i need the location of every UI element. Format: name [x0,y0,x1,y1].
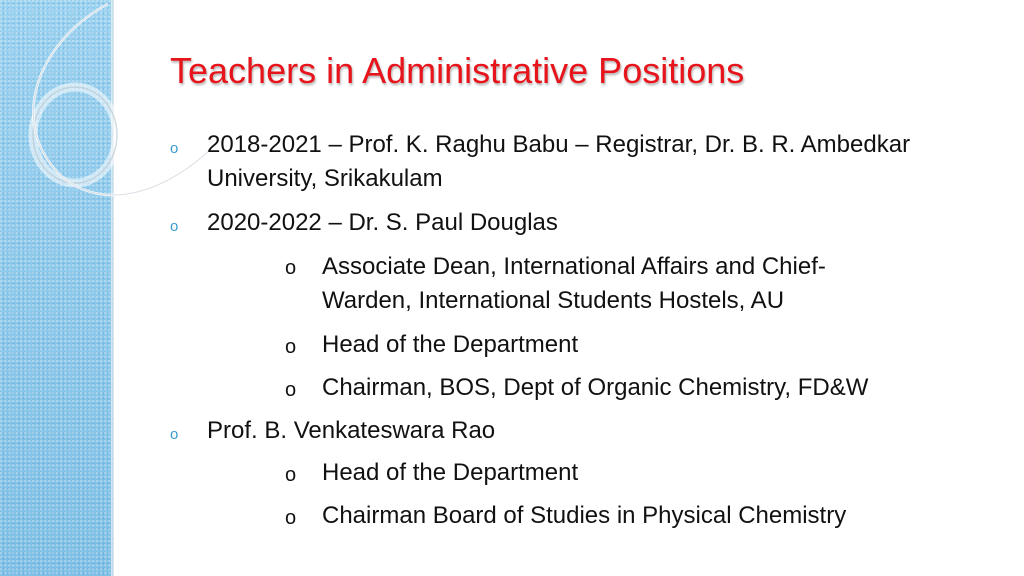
item-3-text: Prof. B. Venkateswara Rao [207,417,496,444]
sub-bullet-marker: o [285,379,297,401]
item-2-sub-2-text: Head of the Department [322,331,579,358]
item-1-line-2: University, Srikakulam [207,165,443,192]
item-2-sub-3-text: Chairman, BOS, Dept of Organic Chemistry, FD&W [322,374,869,401]
sub-bullet-marker: o [285,507,297,529]
sub-bullet-marker: o [285,257,297,279]
bullet-marker: o [170,218,179,235]
bullet-marker: o [170,140,179,157]
decorative-rings [0,0,240,260]
sub-bullet-marker: o [285,336,297,358]
item-3-sub-2-text: Chairman Board of Studies in Physical Chemistry [322,502,847,529]
bullet-marker: o [170,426,179,443]
item-3-sub-1-text: Head of the Department [322,459,579,486]
sub-bullet-marker: o [285,464,297,486]
item-2-sub-1-line-1: Associate Dean, International Affairs and Chief- [322,253,826,280]
item-2-text: 2020-2022 – Dr. S. Paul Douglas [207,209,558,236]
item-2-sub-1-line-2: Warden, International Students Hostels, AU [322,287,785,314]
slide-title: Teachers in Administrative Positions [170,50,745,91]
item-1-line-1: 2018-2021 – Prof. K. Raghu Babu – Registrar, Dr. B. R. Ambedkar [207,131,911,158]
